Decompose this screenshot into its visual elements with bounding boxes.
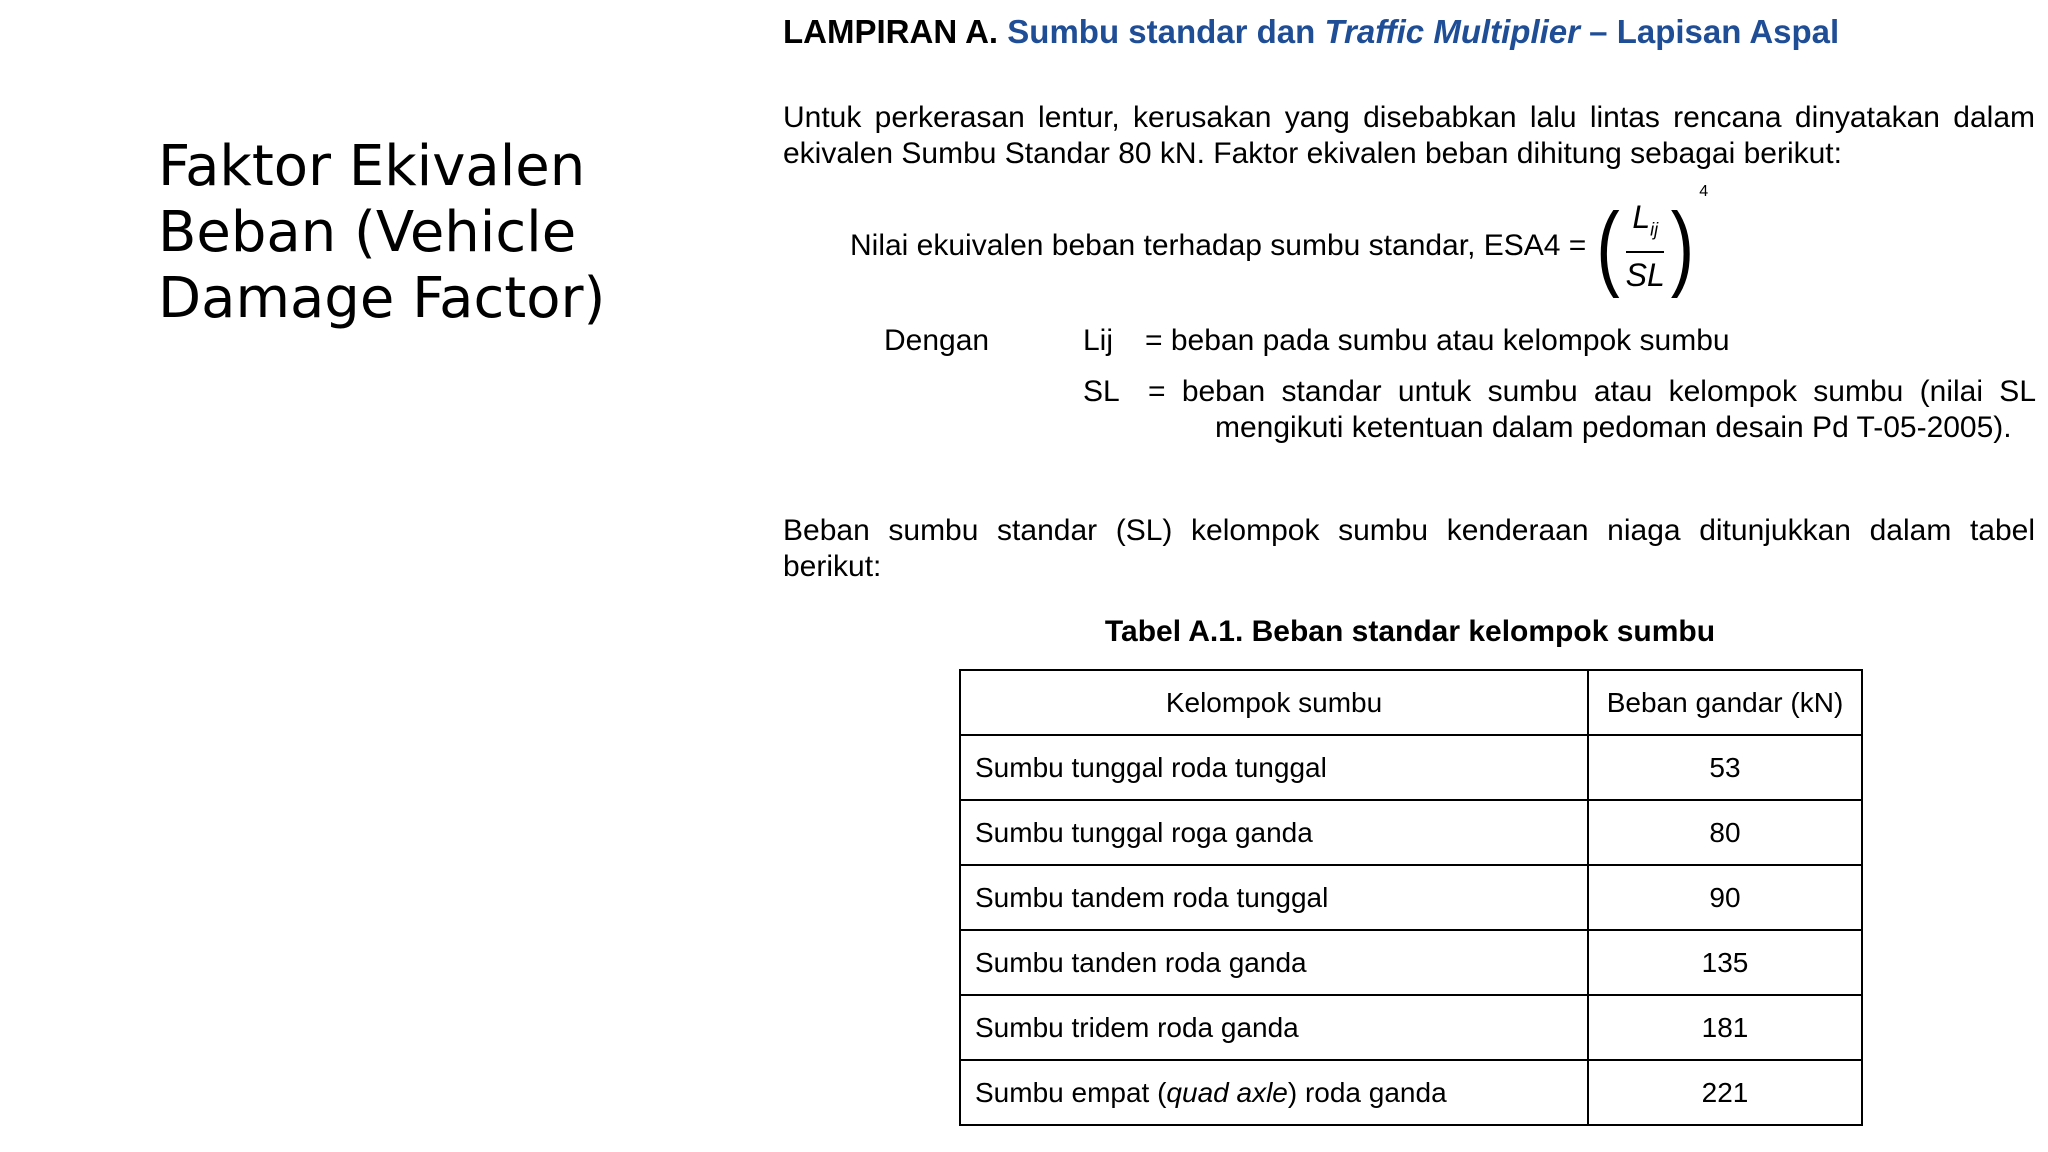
formula-fraction: ( $\frac{L_{ij}}{SL}$ ) 4	[1596, 182, 1709, 299]
appendix-title: Sumbu standar dan Traffic Multiplier – Lapisan Aspal	[1007, 13, 1840, 50]
axle-group-cell: Sumbu tridem roda ganda	[960, 995, 1588, 1060]
definition-symbol-sl: SL	[1083, 375, 1120, 408]
table-row	[960, 735, 1862, 800]
axle-load-cell: 221	[1588, 1060, 1862, 1125]
axle-group-cell: Sumbu empat (quad axle) roda ganda	[960, 1060, 1588, 1125]
definition-text-sl-cont: mengikuti ketentuan dalam pedoman desain Pd T-05-2005).	[1215, 411, 2012, 444]
definition-text-lij: = beban pada sumbu atau kelompok sumbu	[1145, 324, 1730, 357]
table-row	[960, 865, 1862, 930]
axle-group-cell: Sumbu tunggal roda tunggal	[960, 735, 1588, 800]
column-header-group: Kelompok sumbu	[960, 670, 1588, 735]
axle-load-cell: 80	[1588, 800, 1862, 865]
table-row	[960, 800, 1862, 865]
definition-text-sl: = beban standar untuk sumbu atau kelompok sumbu (nilai SL	[1148, 375, 2036, 408]
column-header-load: Beban gandar (kN)	[1588, 670, 1862, 735]
appendix-heading	[783, 12, 1839, 52]
formula-denominator: SL	[1625, 257, 1665, 294]
intro-paragraph: Untuk perkerasan lentur, kerusakan yang disebabkan lalu lintas rencana dinyatakan dalam ekivalen Sumbu Standar 80 kN. Faktor ekivalen beban dihitung sebagai berikut:	[783, 101, 2035, 170]
axle-group-cell: Sumbu tunggal roga ganda	[960, 800, 1588, 865]
table-intro-paragraph: Beban sumbu standar (SL) kelompok sumbu kenderaan niaga ditunjukkan dalam tabel berikut:	[783, 514, 2035, 583]
formula-label: Nilai ekuivalen beban terhadap sumbu standar, ESA4 =	[850, 229, 1587, 262]
definition-symbol-lij: Lij	[1083, 324, 1114, 357]
axle-load-cell: 90	[1588, 865, 1862, 930]
table-row	[960, 995, 1862, 1060]
standard-load-table	[959, 669, 1863, 1126]
axle-load-cell: 53	[1588, 735, 1862, 800]
table-row	[960, 1060, 1862, 1125]
appendix-label: LAMPIRAN A.	[783, 13, 999, 50]
axle-group-cell: Sumbu tandem roda tunggal	[960, 865, 1588, 930]
slide-title: Faktor Ekivalen Beban (Vehicle Damage Factor)	[158, 134, 606, 331]
esa4-formula	[850, 182, 1709, 299]
table-row	[960, 930, 1862, 995]
table-header-row	[960, 670, 1862, 735]
formula-numerator: $L_{ij}$	[1626, 197, 1664, 253]
axle-group-cell: Sumbu tanden roda ganda	[960, 930, 1588, 995]
table-title: Tabel A.1. Beban standar kelompok sumbu	[1104, 615, 1716, 648]
formula-exponent: 4	[1699, 182, 1709, 200]
definitions-label: Dengan	[884, 324, 990, 357]
axle-load-cell: 181	[1588, 995, 1862, 1060]
axle-load-cell: 135	[1588, 930, 1862, 995]
